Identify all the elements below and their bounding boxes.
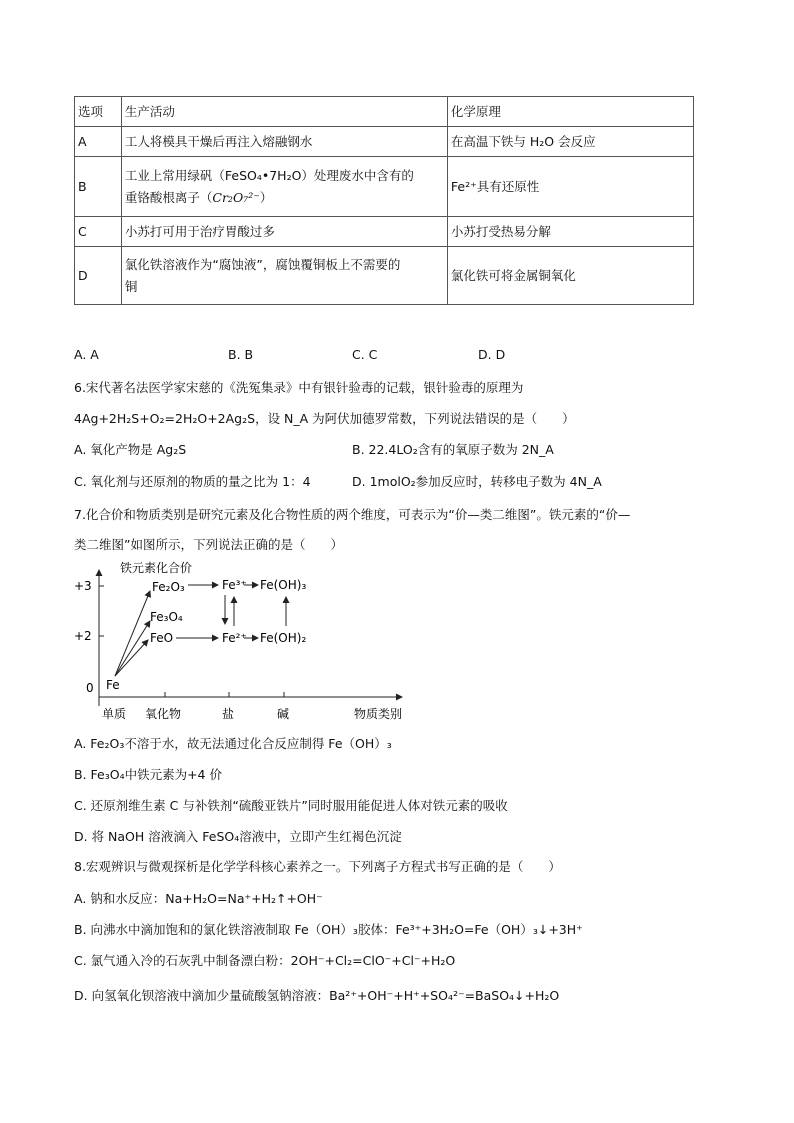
x-tick-label: 盐 [222, 707, 235, 721]
row-principle: 小苏打受热易分解 [447, 217, 693, 247]
q5-option-c[interactable]: C. C [352, 347, 378, 362]
dichromate-ion: Cr₂O₇²⁻ [212, 189, 260, 205]
row-activity-line: 工业上常用绿矾（FeSO₄•7H₂O）处理废水中含有的 [124, 167, 414, 183]
species-feoh3: Fe(OH)₃ [260, 578, 307, 592]
species-fe: Fe [106, 678, 120, 692]
species-fe2o3: Fe₂O₃ [152, 580, 185, 594]
q8-option-b[interactable]: B. 向沸水中滴加饱和的氯化铁溶液制取 Fe（OH）₃胶体：Fe³⁺+3H₂O=Fe（OH）₃↓+3H⁺ [74, 922, 583, 937]
species-feo: FeO [150, 631, 174, 645]
q8-option-d[interactable]: D. 向氢氧化钡溶液中滴加少量硫酸氢钠溶液：Ba²⁺+OH⁻+H⁺+SO₄²⁻=BaSO₄↓+H₂O [74, 988, 560, 1003]
row-principle: Fe²⁺具有还原性 [447, 157, 693, 217]
species-fe2plus: Fe²⁺ [222, 631, 247, 645]
activity-text: 重铬酸根离子（ [124, 189, 213, 205]
y-tick-label: 0 [86, 681, 94, 695]
q6-option-c[interactable]: C. 氧化剂与还原剂的物质的量之比为 1：4 [74, 474, 311, 489]
row-principle: 在高温下铁与 H₂O 会反应 [447, 127, 693, 157]
x-tick-label: 物质类别 [354, 707, 403, 721]
valence-class-diagram [70, 558, 430, 726]
y-axis-title: 铁元素化合价 [120, 561, 193, 575]
species-fe3o4: Fe₃O₄ [150, 610, 183, 624]
q5-option-d[interactable]: D. D [478, 347, 506, 362]
row-label: B [75, 157, 122, 217]
table-header-row [75, 97, 694, 127]
row-label: A [75, 127, 122, 157]
row-activity-line: 氯化铁溶液作为“腐蚀液”，腐蚀覆铜板上不需要的 [124, 256, 401, 272]
q6-stem-line2: 4Ag+2H₂S+O₂=2H₂O+2Ag₂S，设 N_A 为阿伏加德罗常数，下列说法错误的是（ ） [74, 411, 575, 426]
q8-option-a[interactable]: A. 钠和水反应：Na+H₂O=Na⁺+H₂↑+OH⁻ [74, 891, 323, 906]
species-feoh2: Fe(OH)₂ [260, 631, 307, 645]
arrow-fe-to-feo [115, 640, 148, 676]
table-row [75, 157, 694, 217]
q6-stem-line1: 6.宋代著名法医学家宋慈的《洗冤集录》中有银针验毒的记载，银针验毒的原理为 [74, 380, 524, 395]
table-row [75, 247, 694, 305]
species-fe3plus: Fe³⁺ [222, 578, 247, 592]
q7-option-a[interactable]: A. Fe₂O₃不溶于水，故无法通过化合反应制得 Fe（OH）₃ [74, 736, 392, 751]
x-tick-label: 碱 [277, 707, 290, 721]
activity-text: ） [259, 189, 273, 205]
q8-stem: 8.宏观辨识与微观探析是化学学科核心素养之一。下列离子方程式书写正确的是（ ） [74, 859, 561, 874]
q5-option-b[interactable]: B. B [228, 347, 254, 362]
row-label: D [75, 247, 122, 305]
row-activity [121, 247, 447, 305]
q7-option-c[interactable]: C. 还原剂维生素 C 与补铁剂“硫酸亚铁片”同时服用能促进人体对铁元素的吸收 [74, 798, 508, 813]
y-tick-label: +2 [74, 629, 92, 643]
q5-option-a[interactable]: A. A [74, 347, 99, 362]
row-activity [121, 157, 447, 217]
table-row [75, 217, 694, 247]
row-principle: 氯化铁可将金属铜氧化 [447, 247, 693, 305]
q5-table [74, 96, 694, 305]
q6-option-a[interactable]: A. 氧化产物是 Ag₂S [74, 442, 187, 457]
q7-option-d[interactable]: D. 将 NaOH 溶液滴入 FeSO₄溶液中，立即产生红褐色沉淀 [74, 829, 402, 844]
table-header-cell: 选项 [75, 97, 122, 127]
row-activity-line: 铜 [124, 278, 138, 294]
row-label: C [75, 217, 122, 247]
q8-option-c[interactable]: C. 氯气通入冷的石灰乳中制备漂白粉：2OH⁻+Cl₂=ClO⁻+Cl⁻+H₂O [74, 953, 456, 968]
x-tick-label: 单质 [102, 707, 127, 721]
q7-stem-line2: 类二维图”如图所示，下列说法正确的是（ ） [74, 537, 343, 552]
q6-option-d[interactable]: D. 1molO₂参加反应时，转移电子数为 4N_A [352, 474, 602, 489]
arrow-fe-to-fe2o3 [115, 591, 150, 676]
arrow-fe-to-fe3o4 [115, 621, 150, 676]
row-activity-line [125, 187, 444, 209]
row-activity: 工人将模具干燥后再注入熔融钢水 [121, 127, 447, 157]
table-row [75, 127, 694, 157]
q7-option-b[interactable]: B. Fe₃O₄中铁元素为+4 价 [74, 767, 222, 782]
q6-option-b[interactable]: B. 22.4LO₂含有的氧原子数为 2N_A [352, 442, 554, 457]
y-tick-label: +3 [74, 579, 92, 593]
q7-stem-line1: 7.化合价和物质类别是研究元素及化合物性质的两个维度，可表示为“价—类二维图”。铁元素的“价— [74, 507, 631, 522]
row-activity: 小苏打可用于治疗胃酸过多 [121, 217, 447, 247]
table-header-cell: 化学原理 [447, 97, 693, 127]
x-tick-label: 氧化物 [145, 707, 182, 721]
table-header-cell: 生产活动 [121, 97, 447, 127]
